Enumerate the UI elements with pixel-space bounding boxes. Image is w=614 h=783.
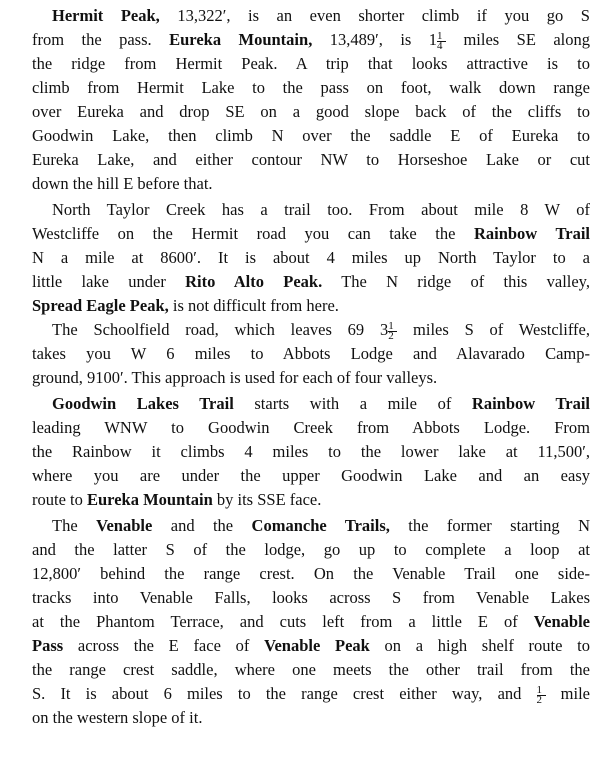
text-line: Goodwin Lakes Trail starts with a mile of Rainbow Trail [52,394,590,413]
text-line: route to Eureka Mountain by its SSE face. [32,490,322,509]
text-line: Westcliffe on the Hermit road you can take the Rainbow Trail [32,224,590,243]
text-line: and the latter S of the lodge, go up to complete a loop at [32,540,590,559]
text-line: little lake under Rito Alto Peak. The N ridge of this valley, [32,272,590,291]
text-line: The Venable and the Comanche Trails, the former starting N [52,516,590,535]
text-line: on the western slope of it. [32,708,203,727]
text-line: down the hill E before that. [32,174,213,193]
text-line: S. It is about 6 miles to the range crest either way, and $\frac{1}{2}$ mile [32,683,591,706]
text-line: Spread Eagle Peak, is not difficult from here. [32,296,339,315]
text-line: 12,800′ behind the range crest. On the Venable Trail one side- [32,564,590,583]
fraction: $\frac{1}{2}$ [388,322,397,341]
text-line: Hermit Peak, 13,322′, is an even shorter climb if you go S [52,6,590,25]
text-line: climb from Hermit Lake to the pass on foot, walk down range [32,78,590,97]
text-line: N a mile at 8600′. It is about 4 miles up North Taylor to a [32,248,590,267]
text-line: Eureka Lake, and either contour NW to Horseshoe Lake or cut [32,150,590,169]
text-line: takes you W 6 miles to Abbots Lodge and Alavarado Camp- [32,344,590,363]
fraction: $\frac{1}{2}$ [537,686,546,705]
text-line: at the Phantom Terrace, and cuts left from a little E of Venable [32,612,590,631]
text-line: North Taylor Creek has a trail too. From about mile 8 W of [52,200,590,219]
text-line: where you are under the upper Goodwin Lake and an easy [32,466,590,485]
text-line: The Schoolfield road, which leaves 69 3 $\frac{1}{2}$ miles S of Westcliffe, [52,319,590,342]
text-line: Goodwin Lake, then climb N over the saddle E of Eureka to [32,126,590,145]
text-line: ground, 9100′. This approach is used for each of four valleys. [32,368,438,387]
text-line: over Eureka and drop SE on a good slope back of the cliffs to [32,102,590,121]
text-line: tracks into Venable Falls, looks across S from Venable Lakes [32,588,590,607]
text-line: Pass across the E face of Venable Peak on a high shelf route to [32,636,590,655]
text-line: the ridge from Hermit Peak. A trip that looks attractive is to [32,54,590,73]
text-line: the range crest saddle, where one meets the other trail from the [32,660,590,679]
text-line: leading WNW to Goodwin Creek from Abbots Lodge. From [32,418,590,437]
text-line: from the pass. Eureka Mountain, 13,489′, is 1 $\frac{1}{4}$ miles SE along [32,29,590,52]
text-line: the Rainbow it climbs 4 miles to the lower lake at 11,500′, [32,442,590,461]
fraction: $\frac{1}{4}$ [437,32,446,51]
